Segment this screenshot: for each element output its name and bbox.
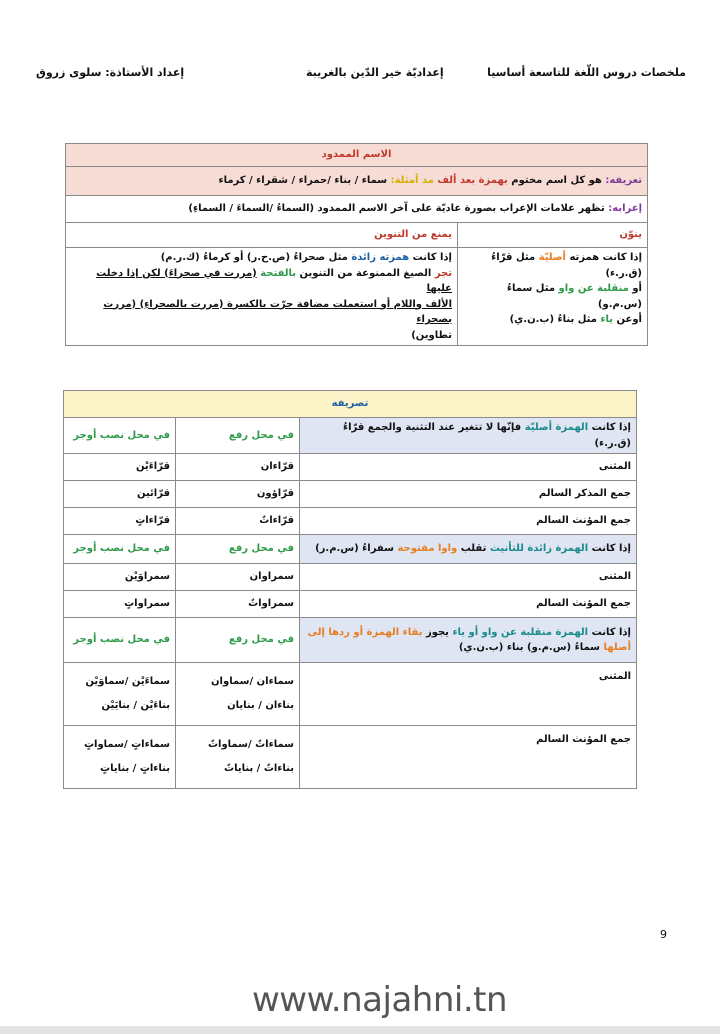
cell-raf: سمراوان [176,564,300,591]
cell-raf: سمراواتٌ [176,591,300,618]
text: تطاوين) [411,329,452,341]
text: (مررت في صحراءَ) لكن إذا دخلت عليها [96,267,452,294]
section1-head [300,418,637,454]
section2-head [300,535,637,564]
bottom-bar [0,1026,720,1034]
tanween-cases [458,248,648,346]
col-raf: في محل رفع [176,418,300,454]
text: إذا كانت [591,626,631,638]
text: إذا كانت [591,543,631,555]
text: مثل صحراءُ (ص.ح.ر) أو كرماءُ (ك.ر.م) [160,252,348,263]
definition-examples-label: مد أمثلة: [390,175,434,187]
row-label: جمع المؤنث السالم [300,591,637,618]
definition-hamza: بهمزة بعد ألف [437,175,508,187]
cell-nasb: قرّاءَيْن [64,454,176,481]
definition-label: تعريفه: [605,175,642,187]
text: إذا كانت [591,422,631,433]
text: سماءاتٍ /سماواتٍ [83,739,170,750]
header-teacher: إعداد الأستاذة: سلوى زروق [36,66,185,79]
text: أوعن [616,314,642,325]
col-head-no-tanween: يمنع من التنوين [66,223,458,248]
text: مثل سماءُ (س.م.و) [506,283,642,310]
site-watermark: www.najahni.tn [252,980,508,1020]
cell-nasb [64,663,176,726]
cell-nasb [64,726,176,789]
no-tanween-cases [66,248,458,346]
table2-title: تصريفه [64,391,637,418]
text: الألف واللام أو استعملت مضافة جرّت بالكسرة (مررت بالصحراءِ) (مررت بصحراء [103,298,452,325]
row-label: جمع المذكر السالم [300,481,637,508]
definition-text: هو كل اسم مختوم [511,175,602,187]
text: إذا كانت [412,252,452,263]
text: سماءَيْن /سماوَيْن [85,676,170,687]
col-nasb: في محل نصب أوجر [64,618,176,663]
col-nasb: في محل نصب أوجر [64,535,176,564]
irab-row [66,196,648,223]
cell-raf [176,663,300,726]
cell-nasb: قرّائين [64,481,176,508]
text: أو [632,283,642,294]
text: إذا كانت همزته [569,252,642,263]
text: الصيغ الممنوعة من التنوين [299,267,432,279]
text: منقلبة عن واو [558,283,629,294]
row-label: جمع المؤنث السالم [300,726,637,789]
col-raf: في محل رفع [176,535,300,564]
text: بقاء الهمزة أو ردها إلى [307,626,423,638]
header-course-title: ملخصات دروس اللّغة للتاسعة أساسيا [487,66,686,79]
text: أصلها [603,642,631,653]
text: همزته زائدة [351,252,410,263]
row-label: المثنى [300,454,637,481]
cell-raf: قرّاءان [176,454,300,481]
conjugation-table [63,390,637,789]
page-number: 9 [660,928,667,941]
text: سفراءُ (س.م.ر) [315,543,394,555]
text: أصليّة [538,252,566,263]
cell-raf: قرّاءاتٌ [176,508,300,535]
cell-nasb: سمراواتٍ [64,591,176,618]
definition-examples: سماء / بناء /حمراء / شقراء / كرماء [218,175,388,187]
col-raf: في محل رفع [176,618,300,663]
cell-nasb: قرّاءاتٍ [64,508,176,535]
irab-text: تظهر علامات الإعراب بصورة عاديّة على آخر الاسم الممدود (السماءُ /السماءَ / السماءِ) [188,203,605,215]
text: الهمزة زائدة للتأنيث [489,543,589,555]
text: بناءاتٌ / بناياتٌ [224,763,294,774]
text: مثل بناءُ (ب.ن.ي) [509,314,597,325]
text: بناءان / بنايان [227,700,294,711]
cell-raf: قرّاؤون [176,481,300,508]
text: بناءَيْن / بنايَيْن [101,700,170,711]
definition-row [66,167,648,196]
text: تجر [434,267,452,279]
section3-head [300,618,637,663]
col-nasb: في محل نصب أوجر [64,418,176,454]
text: سماءاتٌ /سماواتٌ [207,739,294,750]
text: فإنّها لا تتغير عند التثنية والجمع قرّاءُ (ق.ر.ء) [342,422,631,449]
text: يجوز [425,626,449,638]
text: تقلب [460,543,487,555]
definition-table [65,143,648,346]
text: سماءان /سماوان [211,676,294,687]
cell-nasb: سمراوَيْن [64,564,176,591]
text: سماءُ (س.م.و) بناء (ب.ن.ي) [458,642,600,653]
text: بناءاتٍ / بناياتٍ [100,763,170,774]
cell-raf [176,726,300,789]
text: الهمزة منقلبة عن واو أو ياء [452,626,589,638]
row-label: المثنى [300,564,637,591]
text: بالفتحة [260,267,297,279]
row-label: جمع المؤنث السالم [300,508,637,535]
text: واوا مفتوحة [397,543,458,555]
irab-label: إعرابه: [608,203,642,215]
row-label: المثنى [300,663,637,726]
header-school: إعداديّة خير الدّين بالغريبة [306,66,444,79]
text: ياء [600,314,614,325]
text: الهمزة أصليّة [524,422,589,433]
text: مثل قرّاءُ (ق.ر.ء) [491,252,642,279]
col-head-tanween: ينوّن [458,223,648,248]
table1-title: الاسم الممدود [66,144,648,167]
